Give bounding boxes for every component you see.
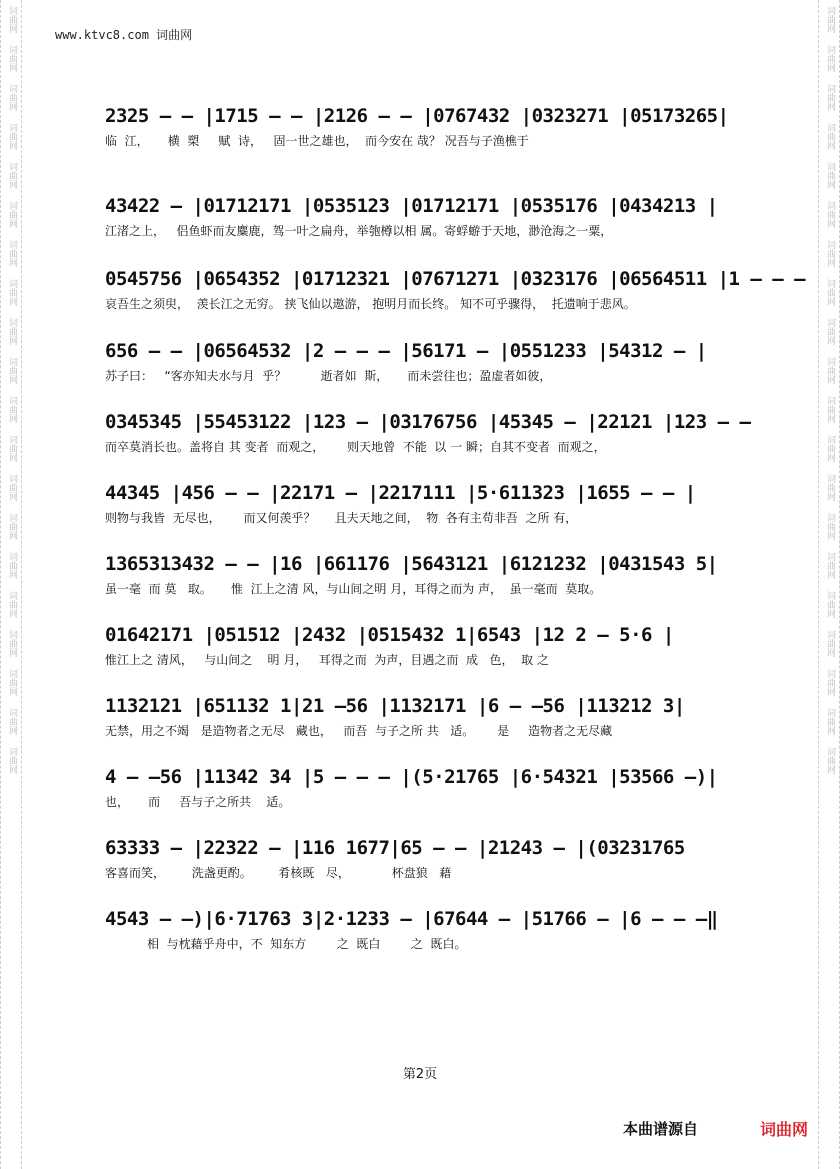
- score-line: [105, 695, 785, 755]
- score-line: [105, 908, 785, 968]
- notation-row: 44345 |456 – – |22171 – |2217111 |5·611323 |1655 – – |: [105, 482, 696, 504]
- watermark-text: 词曲网: [6, 6, 17, 33]
- score-line: [105, 340, 785, 400]
- notation-row: 1365313432 – – |16 |661176 |5643121 |6121232 |0431543 5|: [105, 553, 718, 575]
- right-watermark-strip: [818, 0, 840, 1169]
- page-number: 第2页: [402, 1067, 438, 1082]
- lyrics-row: 虽一毫 而 莫 取。 惟 江上之清 风，与山间之明 月，耳得之而为 声， 虽一毫而 莫取。: [105, 582, 602, 596]
- watermark-text: 词曲网: [6, 279, 17, 306]
- score-line: [105, 482, 785, 542]
- watermark-text: 词曲网: [824, 318, 835, 345]
- score-line: [105, 268, 806, 328]
- notation-row: 43422 – |01712171 |0535123 |01712171 |0535176 |0434213 |: [105, 195, 718, 217]
- lyrics-row: 相 与枕藉乎舟中，不 知东方 之 既白 之 既白。: [105, 937, 467, 951]
- lyrics-row: 客喜而笑， 洗盏更酌。 肴核既 尽， 杯盘狼 藉: [105, 866, 452, 880]
- watermark-text: 词曲网: [824, 747, 835, 774]
- score-line: [105, 553, 785, 613]
- watermark-text: 词曲网: [824, 45, 835, 72]
- watermark-text: 词曲网: [824, 552, 835, 579]
- watermark-text: 词曲网: [824, 240, 835, 267]
- watermark-text: 词曲网: [824, 513, 835, 540]
- watermark-text: 词曲网: [824, 84, 835, 111]
- notation-row: 1132121 |651132 1|21 –56 |1132171 |6 – –56 |113212 3|: [105, 695, 685, 717]
- lyrics-row: 也， 而 吾与子之所共 适。: [105, 795, 291, 809]
- notation-row: 63333 – |22322 – |116 1677|65 – – |21243 – |(03231765: [105, 837, 685, 859]
- score-line: [105, 766, 785, 826]
- watermark-text: 词曲网: [824, 669, 835, 696]
- lyrics-row: 哀吾生之须臾， 羡长江之无穷。 挟飞仙以遨游， 抱明月而长终。 知不可乎骤得， 托遗响于悲风。: [105, 297, 636, 311]
- watermark-text: 词曲网: [824, 435, 835, 462]
- lyrics-row: 江渚之上， 侣鱼虾而友麋鹿，驾一叶之扁舟，举匏樽以相 属。寄蜉蝣于天地，渺沧海之一粟，: [105, 224, 613, 238]
- watermark-text: 词曲网: [6, 84, 17, 111]
- watermark-text: 词曲网: [824, 6, 835, 33]
- lyrics-row: 惟江上之 清风， 与山间之 明 月， 耳得之而 为声，目遇之而 成 色， 取 之: [105, 653, 549, 667]
- watermark-text: 词曲网: [824, 591, 835, 618]
- score-line: [105, 411, 785, 471]
- score-line: [105, 195, 785, 255]
- watermark-text: 词曲网: [6, 240, 17, 267]
- watermark-text: 词曲网: [6, 201, 17, 228]
- score-line: [105, 105, 785, 165]
- notation-row: 4543 – –)|6·71763 3|2·1233 – |67644 – |51766 – |6 – – –‖: [105, 908, 718, 930]
- lyrics-row: 临 江， 横 槊 赋 诗， 固一世之雄也， 而今安在 哉？ 况吾与子渔樵于: [105, 134, 529, 148]
- watermark-text: 词曲网: [6, 630, 17, 657]
- watermark-text: 词曲网: [824, 201, 835, 228]
- lyrics-row: 则物与我皆 无尽也， 而又何羡乎？ 且夫天地之间， 物 各有主苟非吾 之所 有，: [105, 511, 578, 525]
- watermark-text: 词曲网: [6, 162, 17, 189]
- watermark-text: 词曲网: [6, 552, 17, 579]
- watermark-text: 词曲网: [6, 591, 17, 618]
- watermark-text: 词曲网: [6, 45, 17, 72]
- watermark-text: 词曲网: [6, 318, 17, 345]
- lyrics-row: 无禁，用之不竭 是造物者之无尽 藏也， 而吾 与子之所 共 适。 是 造物者之无尽藏: [105, 724, 613, 738]
- score-line: [105, 837, 785, 897]
- watermark-text: 词曲网: [824, 630, 835, 657]
- lyrics-row: 而卒莫消长也。盖将自 其 变者 而观之， 则天地曾 不能 以 一 瞬；自其不变者 而观之，: [105, 440, 606, 454]
- notation-row: 2325 – – |1715 – – |2126 – – |0767432 |0323271 |05173265|: [105, 105, 729, 127]
- lyrics-row: 苏子曰： “客亦知夫水与月 乎？ 逝者如 斯， 而未尝往也；盈虚者如彼，: [105, 369, 552, 383]
- watermark-text: 词曲网: [6, 513, 17, 540]
- watermark-text: 词曲网: [6, 747, 17, 774]
- watermark-text: 词曲网: [6, 669, 17, 696]
- watermark-text: 词曲网: [824, 279, 835, 306]
- site-url-header: www.ktvc8.com 词曲网: [55, 28, 193, 42]
- notation-row: 4 – –56 |11342 34 |5 – – – |(5·21765 |6·54321 |53566 –)|: [105, 766, 718, 788]
- watermark-text: 词曲网: [824, 474, 835, 501]
- watermark-text: 词曲网: [6, 357, 17, 384]
- source-label: 本曲谱源自: [622, 1120, 698, 1138]
- watermark-text: 词曲网: [6, 474, 17, 501]
- notation-row: 0345345 |55453122 |123 – |03176756 |45345 – |22121 |123 – –: [105, 411, 751, 433]
- watermark-text: 词曲网: [6, 123, 17, 150]
- notation-row: 656 – – |06564532 |2 – – – |56171 – |0551233 |54312 – |: [105, 340, 707, 362]
- site-logo: 词曲网: [759, 1120, 808, 1139]
- watermark-text: 词曲网: [824, 123, 835, 150]
- watermark-text: 词曲网: [6, 396, 17, 423]
- watermark-text: 词曲网: [824, 357, 835, 384]
- watermark-text: 词曲网: [6, 435, 17, 462]
- watermark-text: 词曲网: [824, 396, 835, 423]
- left-watermark-strip: [0, 0, 22, 1169]
- notation-row: 01642171 |051512 |2432 |0515432 1|6543 |12 2 – 5·6 |: [105, 624, 674, 646]
- notation-row: 0545756 |0654352 |01712321 |07671271 |0323176 |06564511 |1 – – –: [105, 268, 806, 290]
- watermark-text: 词曲网: [824, 708, 835, 735]
- watermark-text: 词曲网: [824, 162, 835, 189]
- watermark-text: 词曲网: [6, 708, 17, 735]
- score-line: [105, 624, 785, 684]
